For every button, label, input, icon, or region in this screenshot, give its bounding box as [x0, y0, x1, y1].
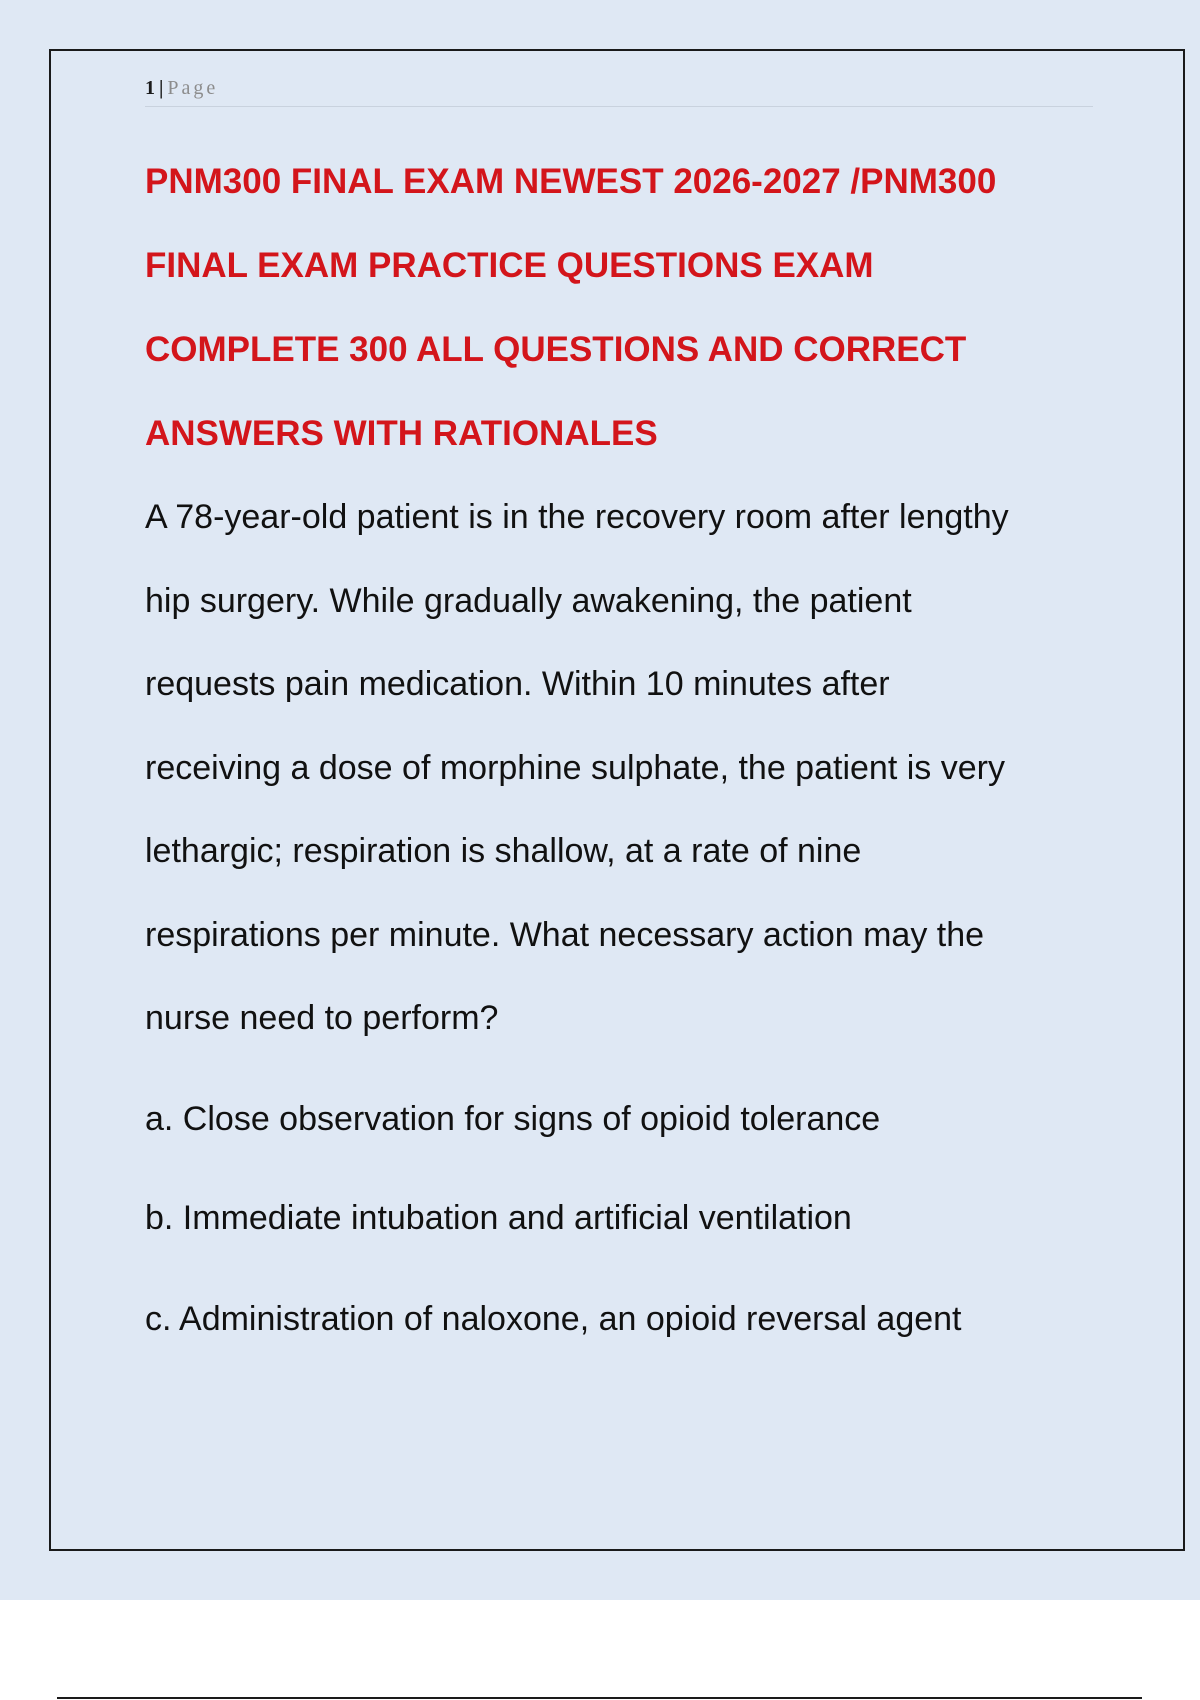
question-line: A 78-year-old patient is in the recovery room after lengthy: [145, 498, 1009, 536]
title-line: ANSWERS WITH RATIONALES: [145, 414, 658, 453]
page-label: Page: [167, 77, 219, 99]
page-separator: |: [159, 77, 164, 99]
answer-option-b: b. Immediate intubation and artificial ventilation: [145, 1199, 852, 1237]
title-line: PNM300 FINAL EXAM NEWEST 2026-2027 /PNM300: [145, 162, 997, 201]
page-header: [145, 74, 1093, 107]
answer-option-a: a. Close observation for signs of opioid tolerance: [145, 1100, 881, 1138]
question-line: hip surgery. While gradually awakening, the patient: [145, 581, 912, 620]
question-line: nurse need to perform?: [145, 999, 499, 1037]
answer-option-c: c. Administration of naloxone, an opioid reversal agent: [145, 1300, 962, 1338]
question-line: receiving a dose of morphine sulphate, the patient is very: [145, 748, 1005, 787]
question-line: requests pain medication. Within 10 minutes after: [145, 665, 890, 703]
title-line: FINAL EXAM PRACTICE QUESTIONS EXAM: [145, 246, 874, 285]
bottom-divider: [57, 1697, 1142, 1699]
question-line: respirations per minute. What necessary action may the: [145, 915, 985, 954]
question-line: lethargic; respiration is shallow, at a rate of nine: [145, 832, 862, 870]
title-line: COMPLETE 300 ALL QUESTIONS AND CORRECT: [145, 330, 967, 369]
document-title: [145, 140, 1105, 476]
question-text: [145, 476, 1105, 1061]
page-number: 1: [145, 77, 155, 99]
